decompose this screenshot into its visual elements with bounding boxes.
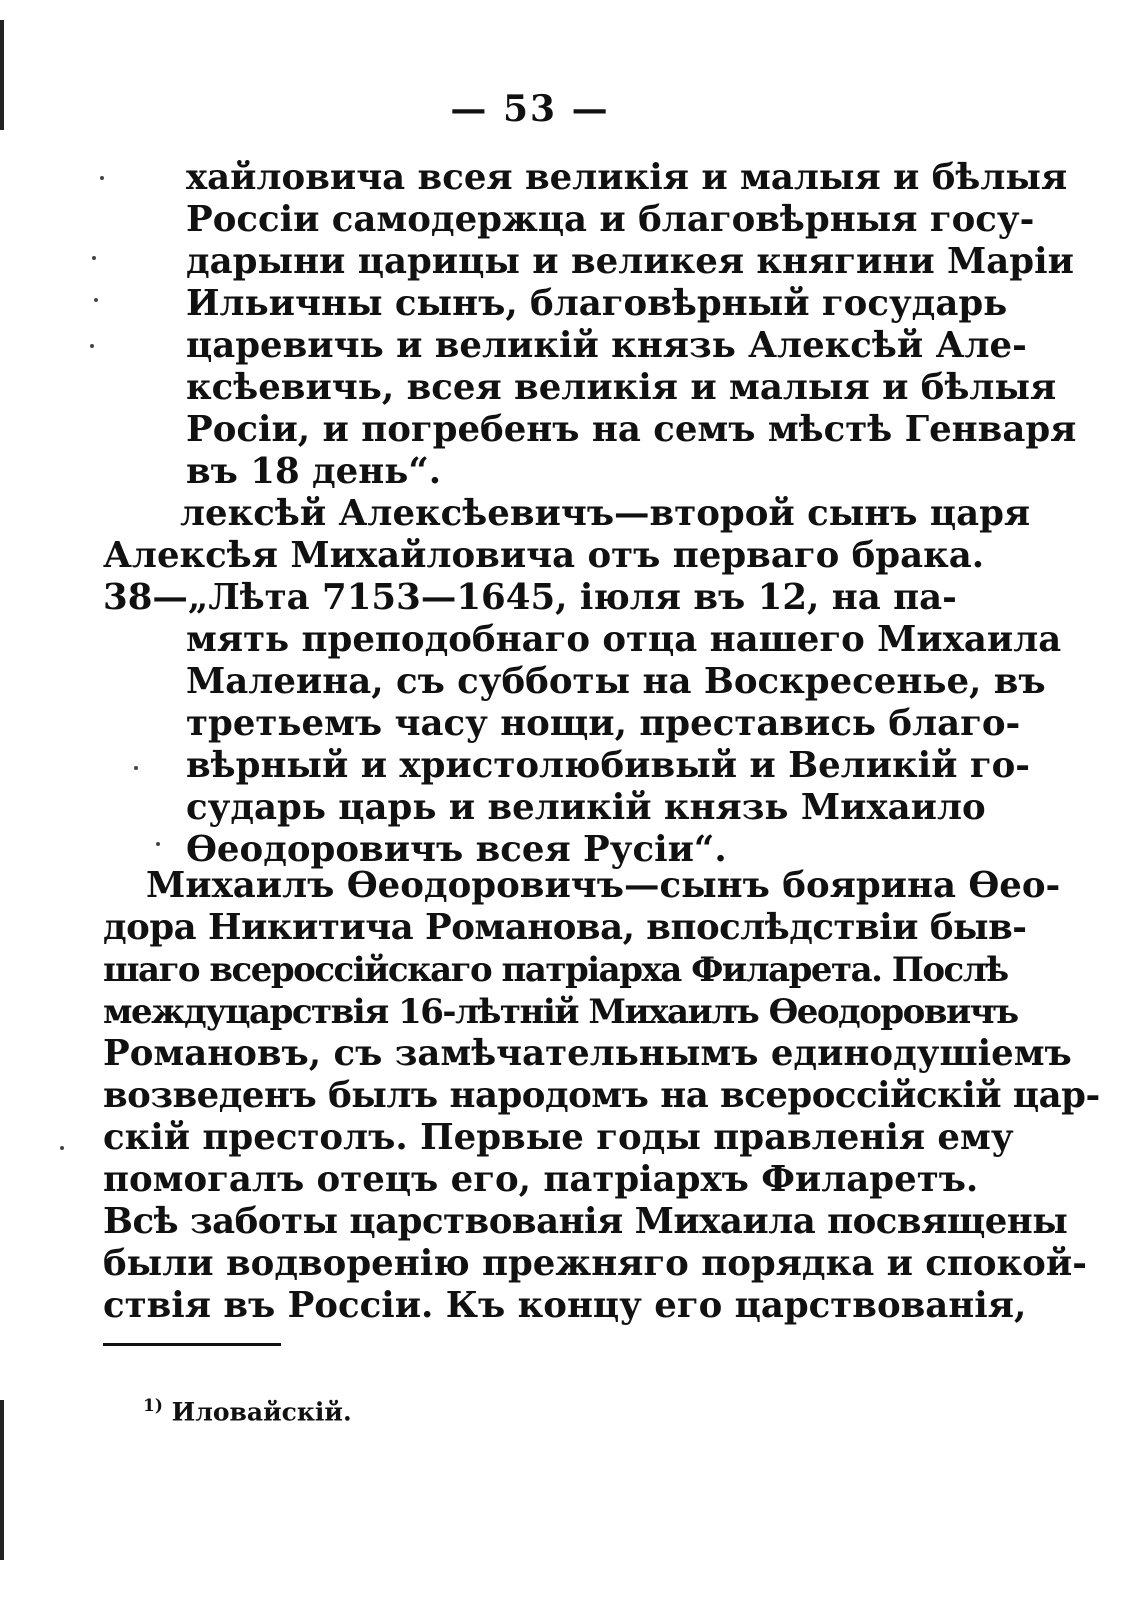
text-line: Росіи, и погребенъ на семъ мѣстѣ Генваря	[186, 409, 1077, 450]
text-line: ствія въ Россіи. Къ концу его царствованія,	[103, 1285, 1027, 1326]
text-line: Россіи самодержца и благовѣрныя госу-	[186, 199, 1035, 240]
footnote	[143, 1396, 352, 1426]
text-line: третьемъ часу нощи, преставись благо-	[186, 703, 1021, 744]
entry-number-line: 38—„Лѣта 7153—1645, іюля въ 12, на па-	[103, 577, 957, 618]
text-line: Романовъ, съ замѣчательнымъ единодушіемъ	[103, 1033, 1072, 1074]
scan-speck	[156, 842, 160, 846]
text-line: Малеина, съ субботы на Воскресенье, въ	[186, 661, 1046, 702]
text-line: хайловича всея великія и малыя и бѣлыя	[186, 157, 1068, 198]
text-line: Ѳеодоровичъ всея Русіи“.	[186, 829, 727, 870]
footnote-text: Иловайскій.	[171, 1397, 352, 1427]
text-line: ксѣевичь, всея великія и малыя и бѣлыя	[186, 367, 1057, 408]
scan-speck	[94, 298, 98, 302]
scan-edge-mark	[0, 1400, 4, 1560]
text-line: междуцарствія 16-лѣтній Михаилъ Ѳеодоровичъ	[103, 992, 1018, 1032]
text-line: царевичь и великій князь Алексѣй Але-	[186, 325, 1027, 366]
text-line: Всѣ заботы царствованія Михаила посвящены	[103, 1201, 1068, 1242]
page-number: — 53 —	[450, 88, 610, 130]
text-line: лексѣй Алексѣевичъ—второй сынъ царя	[180, 493, 1031, 534]
text-line: дора Никитича Романова, впослѣдствіи быв-	[103, 907, 1027, 948]
text-line: помогалъ отецъ его, патріархъ Филаретъ.	[103, 1159, 979, 1200]
scan-speck	[134, 766, 138, 770]
footnote-rule	[103, 1343, 281, 1346]
text-line: мять преподобнаго отца нашего Михаила	[186, 619, 1062, 660]
text-line: Михаилъ Ѳеодоровичъ—сынъ боярина Ѳео-	[146, 865, 1061, 906]
text-line: Алексѣя Михайловича отъ перваго брака.	[103, 535, 985, 576]
text-line: возведенъ былъ народомъ на всероссійскій цар-	[103, 1075, 1100, 1116]
text-line: скій престолъ. Первые годы правленія ему	[103, 1117, 1014, 1158]
scan-speck	[100, 176, 104, 180]
text-line: сударь царь и великій князь Михаило	[186, 787, 986, 828]
scan-speck	[60, 1146, 64, 1150]
scan-edge-mark	[0, 20, 4, 130]
text-line: шаго всероссійскаго патріарха Филарета. Послѣ	[103, 950, 1008, 990]
scan-speck	[92, 256, 96, 260]
text-line: въ 18 день“.	[186, 451, 442, 492]
text-line: дарыни царицы и великея княгини Маріи	[186, 241, 1074, 282]
text-line: Ильичны сынъ, благовѣрный государь	[186, 283, 1008, 324]
scan-speck	[90, 344, 94, 348]
text-line: вѣрный и христолюбивый и Великій го-	[186, 745, 1031, 786]
footnote-marker: 1)	[143, 1396, 163, 1416]
text-line: были водворенію прежняго порядка и спокой-	[103, 1243, 1087, 1284]
